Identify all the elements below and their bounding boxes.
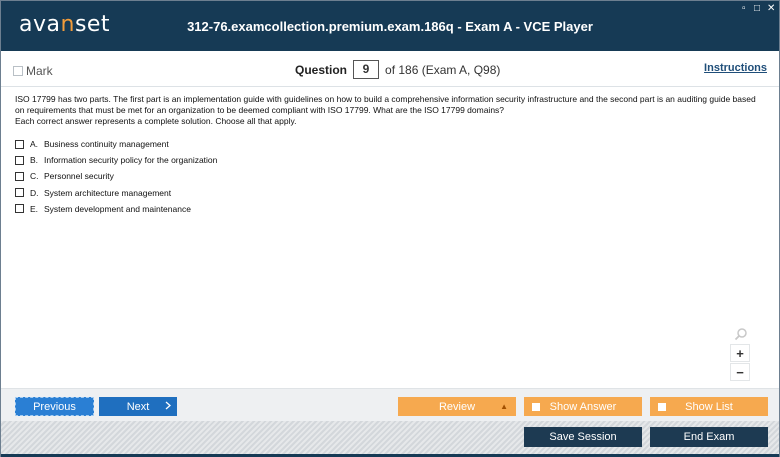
mark-checkbox-box[interactable]	[13, 66, 23, 76]
option-e-checkbox[interactable]	[15, 204, 24, 213]
triangle-up-icon: ▲	[500, 402, 508, 411]
question-text: ISO 17799 has two parts. The first part is an implementation guide with guidelines on how to build a comprehensive information security infrastructure and the second part is an auditing guide based on requirements that must be met for an organization to be deemed compliant with ISO 17799. What are the ISO 17799 domains?	[15, 94, 756, 115]
magnifier-icon-svg	[734, 327, 748, 341]
show-answer-button[interactable]	[524, 397, 642, 416]
option-d-checkbox[interactable]	[15, 188, 24, 197]
answer-options	[15, 136, 217, 217]
review-button-label: Review	[438, 400, 476, 413]
question-total: of 186 (Exam A, Q98)	[385, 62, 501, 77]
chevron-right-icon	[165, 401, 171, 413]
option-d[interactable]	[15, 185, 217, 201]
option-e[interactable]	[15, 201, 217, 217]
option-a[interactable]	[15, 136, 217, 152]
option-c[interactable]	[15, 168, 217, 184]
option-letter: A.	[30, 139, 39, 150]
option-text: System development and maintenance	[44, 203, 191, 214]
mark-checkbox[interactable]	[13, 64, 53, 78]
option-text: Business continuity management	[44, 139, 169, 150]
next-button-label: Next	[126, 400, 150, 413]
show-list-button[interactable]	[650, 397, 768, 416]
option-b-checkbox[interactable]	[15, 156, 24, 165]
show-answer-label: Show Answer	[549, 400, 617, 413]
question-number-input[interactable]: 9	[353, 60, 379, 79]
question-content	[1, 88, 779, 388]
question-navigator	[295, 60, 500, 79]
magnifier-icon	[730, 325, 752, 343]
option-letter: E.	[30, 203, 39, 214]
review-button[interactable]	[398, 397, 516, 416]
option-text: Personnel security	[44, 171, 114, 182]
option-letter: C.	[30, 171, 39, 182]
end-exam-button[interactable]: End Exam	[650, 427, 768, 447]
show-list-checkbox[interactable]	[658, 403, 666, 411]
zoom-in-button[interactable]: +	[730, 344, 750, 362]
zoom-controls	[730, 325, 752, 381]
question-text-block	[15, 94, 767, 127]
avanset-logo: avanset	[19, 12, 111, 37]
option-text: System architecture management	[44, 187, 172, 198]
question-instruction: Each correct answer represents a complete solution. Choose all that apply.	[15, 116, 297, 126]
previous-button[interactable]: Previous	[15, 397, 94, 416]
question-label: Question	[295, 62, 348, 77]
maximize-icon[interactable]: □	[754, 3, 761, 14]
close-icon[interactable]: ✕	[767, 3, 776, 14]
navigation-bar	[1, 388, 779, 421]
title-bar	[1, 1, 779, 51]
window-title: 312-76.examcollection.premium.exam.186q - Exam A - VCE Player	[187, 19, 593, 34]
question-toolbar	[1, 51, 779, 87]
show-answer-checkbox[interactable]	[532, 403, 540, 411]
option-a-checkbox[interactable]	[15, 140, 24, 149]
save-session-button[interactable]: Save Session	[524, 427, 642, 447]
instructions-link[interactable]: Instructions	[704, 62, 767, 74]
show-list-label: Show List	[685, 400, 733, 413]
minimize-icon[interactable]: ▫	[742, 3, 746, 14]
option-text: Information security policy for the organization	[44, 155, 218, 166]
option-b[interactable]	[15, 152, 217, 168]
session-bar	[1, 421, 779, 454]
mark-label: Mark	[26, 64, 53, 78]
option-c-checkbox[interactable]	[15, 172, 24, 181]
option-letter: B.	[30, 155, 39, 166]
option-letter: D.	[30, 187, 39, 198]
zoom-out-button[interactable]: −	[730, 363, 750, 381]
next-button[interactable]	[99, 397, 177, 416]
